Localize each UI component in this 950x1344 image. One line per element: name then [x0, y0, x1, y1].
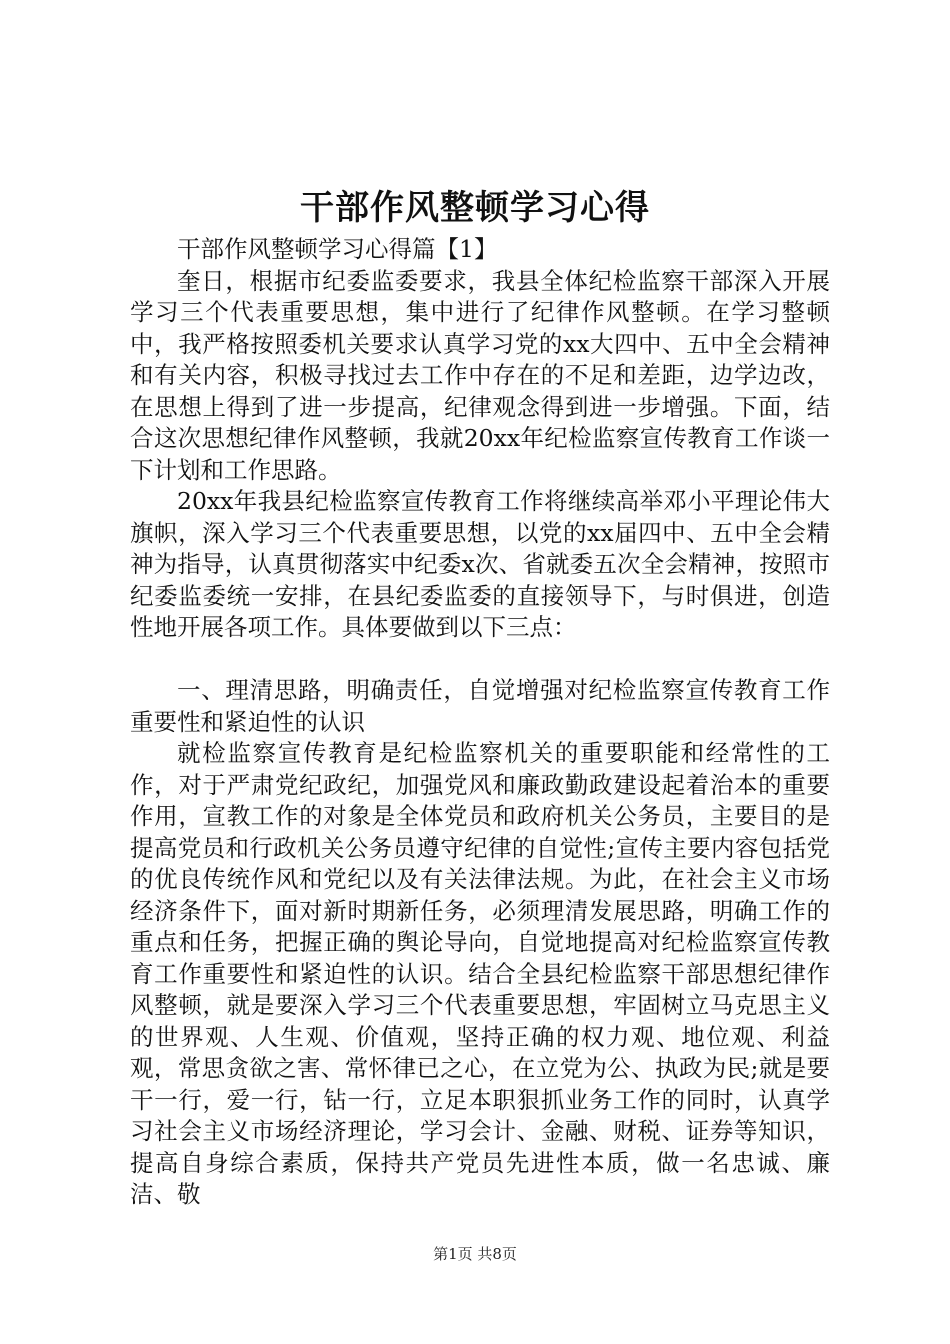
page-number-footer: 第1页 共8页	[433, 1245, 517, 1263]
paragraph-intro: 奎日，根据市纪委监委要求，我县全体纪检监察干部深入开展学习三个代表重要思想，集中进行了纪律作风整顿。在学习整顿中，我严格按照委机关要求认真学习党的xx大四中、五中全会精神和有关内容，积极寻找过去工作中存在的不足和差距，边学边改，在思想上得到了进一步提高，纪律观念得到进一步增强。下面，结合这次思想纪律作风整顿，我就20xx年纪检监察宣传教育工作谈一下计划和工作思路。	[130, 266, 830, 484]
paragraph-plan: 20xx年我县纪检监察宣传教育工作将继续高举邓小平理论伟大旗帜，深入学习三个代表重要思想，以党的xx届四中、五中全会精神为指导，认真贯彻落实中纪委x次、省就委五次全会精神，按照市纪委监委统一安排，在县纪委监委的直接领导下，与时俱进，创造性地开展各项工作。具体要做到以下三点：	[130, 487, 830, 641]
point-one-heading: 一、理清思路，明确责任，自觉增强对纪检监察宣传教育工作重要性和紧迫性的认识	[130, 676, 830, 736]
section-heading: 干部作风整顿学习心得篇【1】	[177, 235, 498, 263]
document-body	[130, 234, 830, 1211]
paragraph-point-one: 就检监察宣传教育是纪检监察机关的重要职能和经常性的工作，对于严肃党纪政纪，加强党风和廉政勤政建设起着治本的重要作用，宣教工作的对象是全体党员和政府机关公务员，主要目的是提高党员和行政机关公务员遵守纪律的自觉性;宣传主要内容包括党的优良传统作风和党纪以及有关法律法规。为此，在社会主义市场经济条件下，面对新时期新任务，必须理清发展思路，明确工作的重点和任务，把握正确的舆论导向，自觉地提高对纪检监察宣传教育工作重要性和紧迫性的认识。结合全县纪检监察干部思想纪律作风整顿，就是要深入学习三个代表重要思想，牢固树立马克思主义的世界观、人生观、价值观，坚持正确的权力观、地位观、利益观，常思贪欲之害、常怀律已之心，在立党为公、执政为民;就是要干一行，爱一行，钻一行，立足本职狠抓业务工作的同时，认真学习社会主义市场经济理论，学习会计、金融、财税、证券等知识，提高自身综合素质，保持共产党员先进性本质，做一名忠诚、廉洁、敬	[130, 739, 830, 1208]
page-title: 干部作风整顿学习心得	[300, 188, 650, 228]
